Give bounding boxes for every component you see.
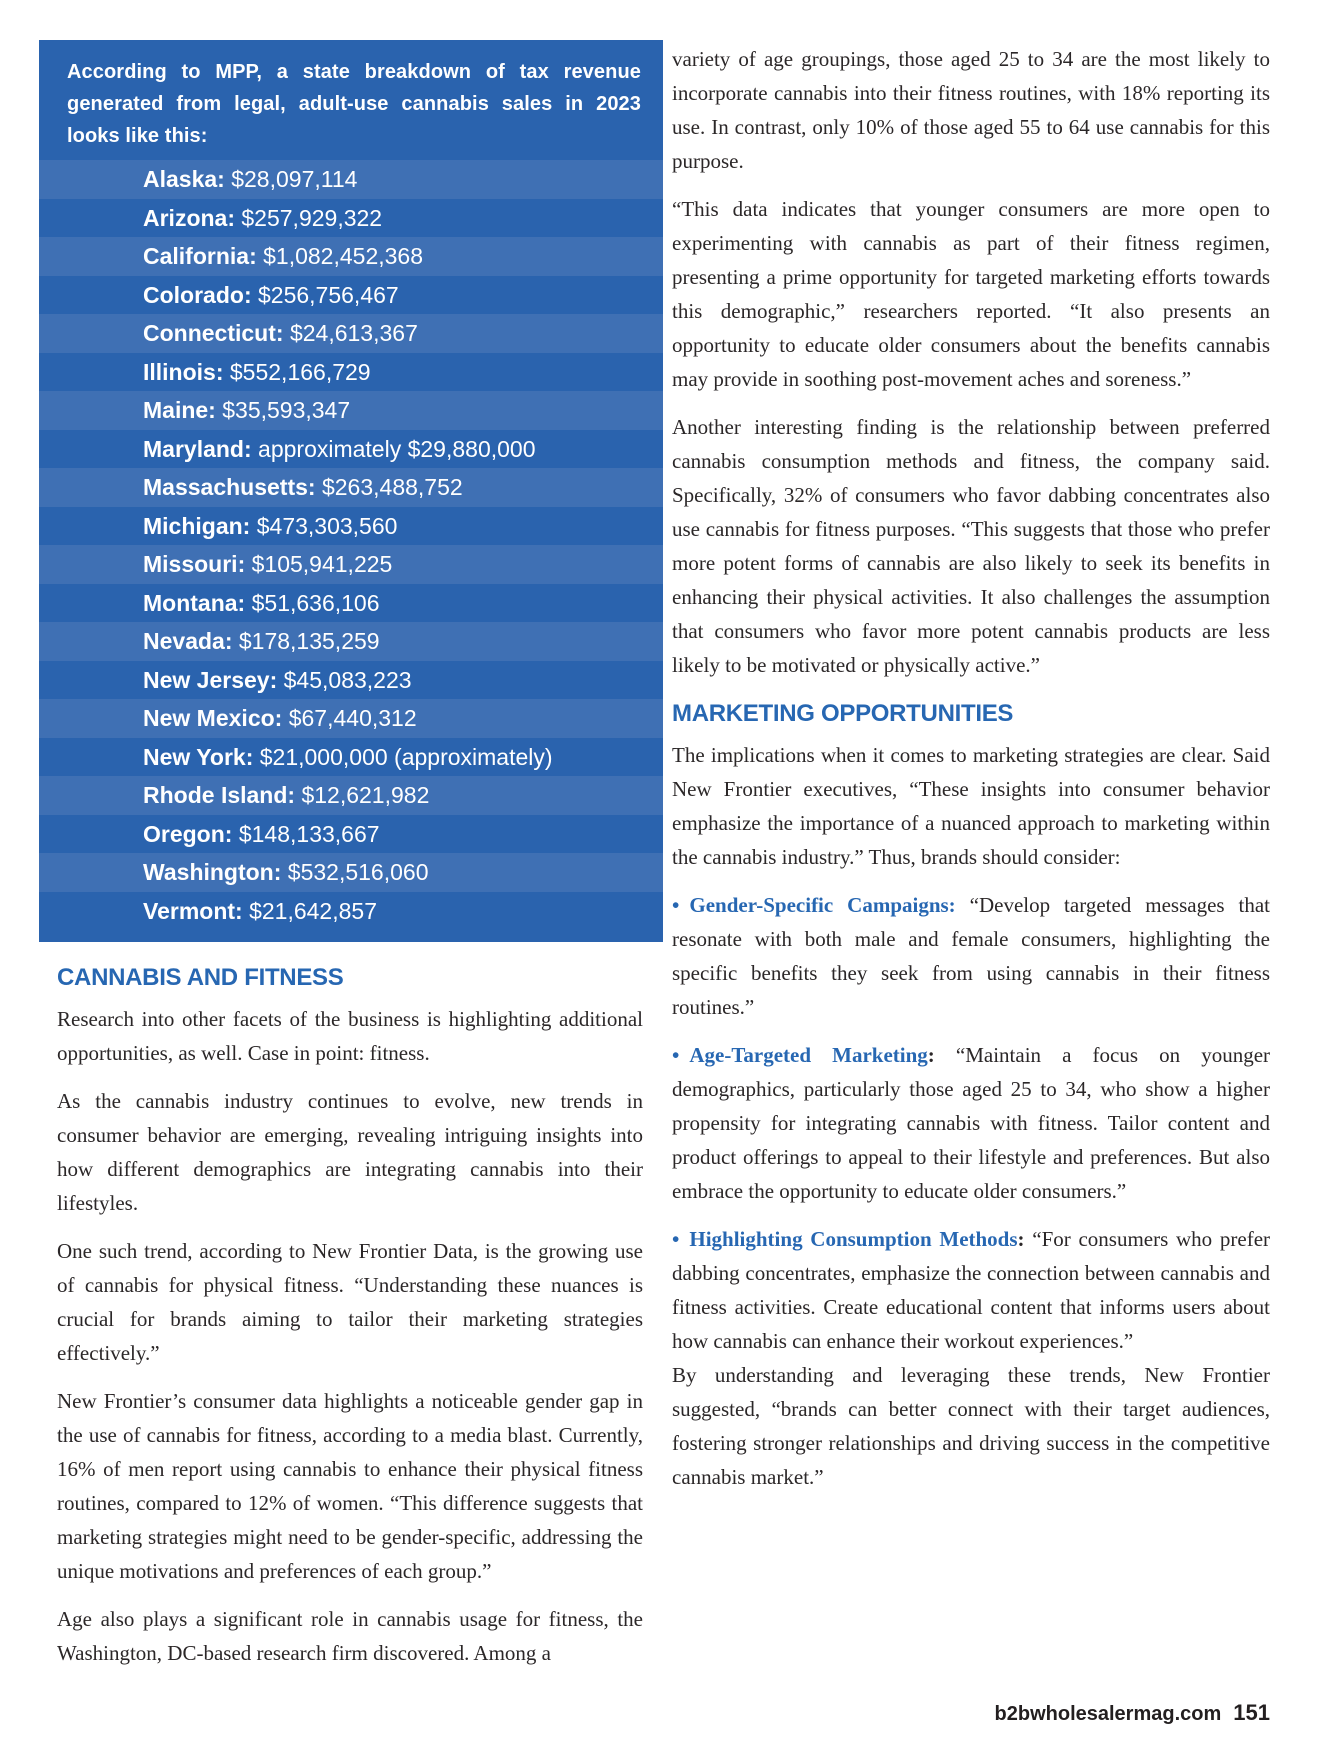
bullet-text: “Maintain a focus on younger demographics, particularly those aged 25 to 34, who show a higher propensity for integrating cannabis with fitness. Tailor content and product offerings to appeal to their lifestyle and preferences. But also embrace the opportunity to educate older consumers.” [672,1043,1271,1203]
state-revenue-row [39,468,663,507]
state-revenue-row [39,507,663,546]
state-value: $51,636,106 [251,589,380,616]
state-name: New Jersey: [143,666,278,693]
state-name: Missouri: [143,551,246,577]
right-column-paragraphs-top [672,42,1270,682]
right-column [672,42,1270,1494]
state-value: $148,133,667 [238,820,380,847]
state-revenue-row [39,391,663,430]
page-number: 151 [1233,1700,1270,1725]
state-name: California: [143,243,257,269]
infobox-intro-line: According to MPP, a state breakdown of tax revenue [67,61,641,83]
state-revenue-row [39,815,663,854]
bullet-lead: Gender-Specific Campaigns: [689,893,956,917]
state-value: $21,642,857 [249,897,377,924]
state-value: $532,516,060 [287,859,429,885]
state-value: $1,082,452,368 [263,243,424,269]
body-paragraph: Age also plays a significant role in cannabis usage for fitness, the Washington, DC-based research firm discovered. Among a [57,1607,643,1665]
cannabis-and-fitness-heading: CANNABIS AND FITNESS [57,964,344,991]
marketing-bullet-list [672,888,1270,1358]
state-value: $257,929,322 [241,204,383,231]
bullet-text: “For consumers who prefer dabbing concentrates, emphasize the connection between cannabis and fitness activities. Create educational content that informs users about how cannabis can enhance their workout experiences.” [672,1227,1271,1353]
state-revenue-row [39,584,663,623]
state-value: $28,097,114 [231,166,358,192]
state-name: Alaska: [143,166,225,192]
state-revenue-row [39,237,663,276]
left-column-paragraphs [57,1002,643,1670]
state-name: Maryland: [143,435,252,462]
marketing-bullet [672,1222,1270,1358]
state-name: Illinois: [143,358,224,385]
state-value: $21,000,000 (approximately) [259,743,553,770]
infobox-intro [39,40,663,160]
body-paragraph: As the cannabis industry continues to evolve, new trends in consumer behavior are emerging, revealing intriguing insights into how different demographics are integrating cannabis into their lifestyles. [57,1089,643,1215]
body-paragraph: variety of age groupings, those aged 25 to 34 are the most likely to incorporate cannabis into their fitness routines, with 18% reporting its use. In contrast, only 10% of those aged 55 to 64 use cannabis for this purpose. [672,47,1270,173]
state-name: Nevada: [143,628,233,654]
state-value: $105,941,225 [251,551,393,577]
state-name: Oregon: [143,820,233,847]
left-column [39,40,663,1670]
state-revenue-row [39,699,663,738]
state-revenue-row [39,160,663,199]
closing-paragraph: By understanding and leveraging these trends, New Frontier suggested, “brands can better connect with their target audiences, fostering stronger relationships and driving success in the competitive cannabis market.” [672,1363,1270,1489]
state-revenue-row [39,199,663,238]
state-value: $12,621,982 [301,782,430,808]
state-value: $35,593,347 [222,397,351,423]
state-name: Vermont: [143,897,243,924]
state-name: Connecticut: [143,320,284,346]
state-value: $263,488,752 [321,474,463,500]
state-value: $473,303,560 [256,512,398,539]
state-value: $24,613,367 [289,320,418,346]
state-name: Washington: [143,859,282,885]
body-paragraph: Research into other facets of the business is highlighting additional opportunities, as well. Case in point: fitness. [57,1007,643,1065]
bullet-text: “Develop targeted messages that resonate with both male and female consumers, highlighting the specific benefits they seek from using cannabis in their fitness routines.” [672,893,1271,1019]
state-value: $178,135,259 [238,628,380,654]
state-revenue-row [39,853,663,892]
marketing-bullet [672,888,1270,1024]
page-footer [0,1700,1270,1726]
tax-revenue-infobox [39,40,663,942]
state-revenue-row [39,661,663,700]
state-name: New York: [143,743,254,770]
left-column-text [57,964,643,1670]
state-name: Maine: [143,397,216,423]
state-revenue-row [39,276,663,315]
infobox-intro-line: looks like this: [67,125,208,147]
marketing-opportunities-heading: MARKETING OPPORTUNITIES [672,700,1014,727]
state-revenue-row [39,430,663,469]
state-value: $45,083,223 [283,666,412,693]
body-paragraph: One such trend, according to New Frontier Data, is the growing use of cannabis for physical fitness. “Understanding these nuances is crucial for brands aiming to tailor their marketing strategies effectively.” [57,1239,643,1365]
bullet-lead: Highlighting Consumption Methods [689,1227,1018,1251]
bullet-dot-icon: • [672,1227,680,1251]
state-revenue-row [39,314,663,353]
state-name: Massachusetts: [143,474,316,500]
state-name: New Mexico: [143,705,283,731]
bullet-separator: : [927,1043,935,1067]
state-revenue-row [39,622,663,661]
body-paragraph: Another interesting finding is the relationship between preferred cannabis consumption methods and fitness, the company said. Specifically, 32% of consumers who favor dabbing concentrates also use cannabis for fitness purposes. “This suggests that those who prefer more potent forms of cannabis are also likely to seek its benefits in enhancing their physical activities. It also challenges the assumption that consumers who favor more potent cannabis products are less likely to be motivated or physically active.” [672,415,1270,677]
bullet-dot-icon: • [672,893,680,917]
state-value: $552,166,729 [229,358,371,385]
state-value: $256,756,467 [258,281,399,308]
state-revenue-row [39,776,663,815]
state-name: Michigan: [143,512,251,539]
state-value: approximately $29,880,000 [258,435,536,462]
bullet-dot-icon: • [672,1043,680,1067]
bullet-separator: : [1017,1227,1025,1251]
state-revenue-row [39,738,663,777]
state-revenue-row [39,892,663,931]
state-revenue-row [39,353,663,392]
body-paragraph: “This data indicates that younger consumers are more open to experimenting with cannabis as part of their fitness regimen, presenting a prime opportunity for targeted marketing efforts towards this demographic,” researchers reported. “It also presents an opportunity to educate older consumers about the benefits cannabis may provide in soothing post-movement aches and soreness.” [672,197,1270,391]
marketing-intro-paragraph: The implications when it comes to marketing strategies are clear. Said New Frontier executives, “These insights into consumer behavior emphasize the importance of a nuanced approach to marketing within the cannabis industry.” Thus, brands should consider: [672,743,1270,869]
marketing-bullet [672,1038,1270,1208]
state-value: $67,440,312 [288,705,417,731]
state-revenue-list [39,160,663,930]
infobox-intro-line: generated from legal, adult-use cannabis sales in 2023 [67,93,641,115]
state-name: Rhode Island: [143,782,296,808]
site-url: b2bwholesalermag.com [994,1703,1222,1725]
state-name: Arizona: [143,204,235,231]
state-revenue-row [39,545,663,584]
state-name: Colorado: [143,281,252,308]
bullet-lead: Age-Targeted Marketing [689,1043,928,1067]
state-name: Montana: [143,589,246,616]
body-paragraph: New Frontier’s consumer data highlights a noticeable gender gap in the use of cannabis for fitness, according to a media blast. Currently, 16% of men report using cannabis to enhance their physical fitness routines, compared to 12% of women. “This difference suggests that marketing strategies might need to be gender-specific, addressing the unique motivations and preferences of each group.” [57,1389,643,1583]
